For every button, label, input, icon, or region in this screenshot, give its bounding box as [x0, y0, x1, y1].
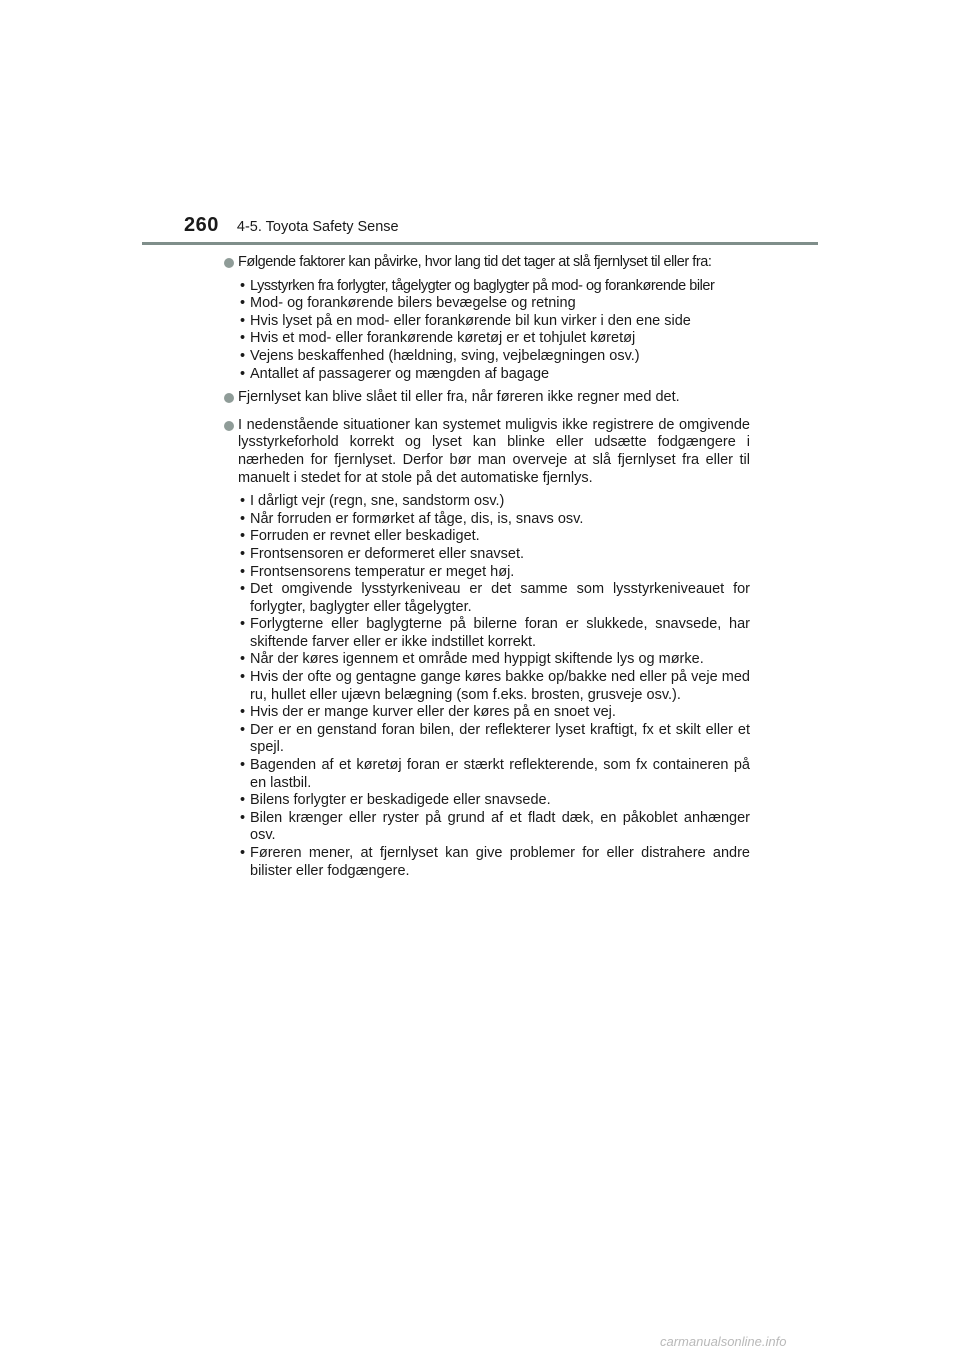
list-item: • Vejens beskaffenhed (hældning, sving, vejbelægningen osv.) [240, 347, 640, 364]
bullet-icon: • [240, 651, 246, 668]
list-item: • Der er en genstand foran bilen, der reflekterer lyset kraftigt, fx et skilt eller et spejl. [240, 721, 750, 756]
bullet-icon: • [240, 757, 246, 774]
bullet-icon: • [240, 704, 246, 721]
situations-list [224, 493, 750, 880]
bullet-icon: • [240, 669, 246, 686]
list-item: • Det omgivende lysstyrkeniveau er det samme som lysstyrkeniveauet for forlygter, baglygter eller tågelygter. [240, 581, 750, 615]
page-header [184, 214, 399, 237]
list-item: • Hvis lyset på en mod- eller forankørende bil kun virker i den ene side [240, 312, 691, 329]
list-item: • Mod- og forankørende bilers bevægelse og retning [240, 295, 576, 312]
bullet-icon: • [240, 365, 246, 382]
list-item: • Bilen krænger eller ryster på grund af et fladt dæk, en påkoblet anhænger osv. [240, 809, 750, 844]
bullet-icon: • [240, 295, 246, 312]
bullet-icon: • [240, 563, 246, 580]
bullet-icon: • [240, 792, 246, 809]
paragraph-unexpected [224, 389, 750, 407]
bullet-icon: • [240, 347, 246, 364]
bullet-icon: • [240, 312, 246, 329]
paragraph-text: Følgende faktorer kan påvirke, hvor lang tid det tager at slå fjernlyset til eller fra: [238, 254, 712, 270]
bullet-icon: • [240, 845, 246, 861]
list-item: • Frontsensoren er deformeret eller snavset. [240, 545, 525, 562]
bullet-icon: • [240, 330, 246, 347]
factors-list [224, 278, 750, 384]
list-item: • Hvis der ofte og gentagne gange køres bakke op/bakke ned eller på veje med ru, hullet eller ujævn belægning (som f.eks. brosten, grusveje osv.). [240, 669, 750, 703]
paragraph-text: Fjernlyset kan blive slået til eller fra, når føreren ikke regner med det. [238, 389, 680, 406]
list-item: • Bilens forlygter er beskadigede eller snavsede. [240, 792, 551, 809]
circle-bullet-icon [224, 421, 234, 431]
header-rule [142, 242, 818, 245]
bullet-icon: • [240, 616, 246, 633]
page-content [224, 254, 750, 886]
bullet-icon: • [240, 721, 246, 738]
paragraph-text: I nedenstående situationer kan systemet muligvis ikke registrere de omgivende lysstyrkeforhold korrekt og lyset kan blinke eller udsætte fodgængere i nærheden for fjernlyset. Derfor bør man overveje at slå fjernlyset fra eller til manuelt i stedet for at stole på det automatiske fjernlys. [238, 416, 750, 486]
bullet-icon: • [240, 545, 246, 562]
paragraph-situations [224, 417, 750, 487]
bullet-icon: • [240, 493, 246, 510]
list-item: • Hvis et mod- eller forankørende køretøj er et tohjulet køretøj [240, 330, 636, 347]
list-item: • Lysstyrken fra forlygter, tågelygter og baglygter på mod- og forankørende biler [240, 277, 715, 294]
list-item: • Føreren mener, at fjernlyset kan give problemer for eller distrahere andre bilister eller fodgængere. [240, 845, 750, 879]
bullet-icon: • [240, 528, 246, 545]
list-item: • I dårligt vejr (regn, sne, sandstorm osv.) [240, 493, 505, 510]
bullet-icon: • [240, 581, 246, 598]
bullet-icon: • [240, 277, 245, 294]
paragraph-factors [224, 254, 750, 272]
list-item: • Forruden er revnet eller beskadiget. [240, 528, 480, 545]
list-item: • Bagenden af et køretøj foran er stærkt reflekterende, som fx containeren på en lastbil. [240, 757, 750, 791]
bullet-icon: • [240, 510, 246, 527]
watermark: carmanualsonline.info [660, 1334, 787, 1349]
circle-bullet-icon [224, 258, 234, 268]
page-number: 260 [184, 214, 219, 236]
list-item: • Hvis der er mange kurver eller der køres på en snoet vej. [240, 704, 616, 721]
bullet-icon: • [240, 809, 246, 826]
list-item: • Antallet af passagerer og mængden af bagage [240, 365, 550, 382]
list-item: • Når der køres igennem et område med hyppigt skiftende lys og mørke. [240, 651, 704, 668]
list-item: • Forlygterne eller baglygterne på bilerne foran er slukkede, snavsede, har skiftende farver eller er ikke indstillet korrekt. [240, 616, 750, 650]
list-item: • Når forruden er formørket af tåge, dis, is, snavs osv. [240, 510, 584, 527]
section-title: 4-5. Toyota Safety Sense [236, 219, 399, 235]
list-item: • Frontsensorens temperatur er meget høj. [240, 563, 515, 580]
